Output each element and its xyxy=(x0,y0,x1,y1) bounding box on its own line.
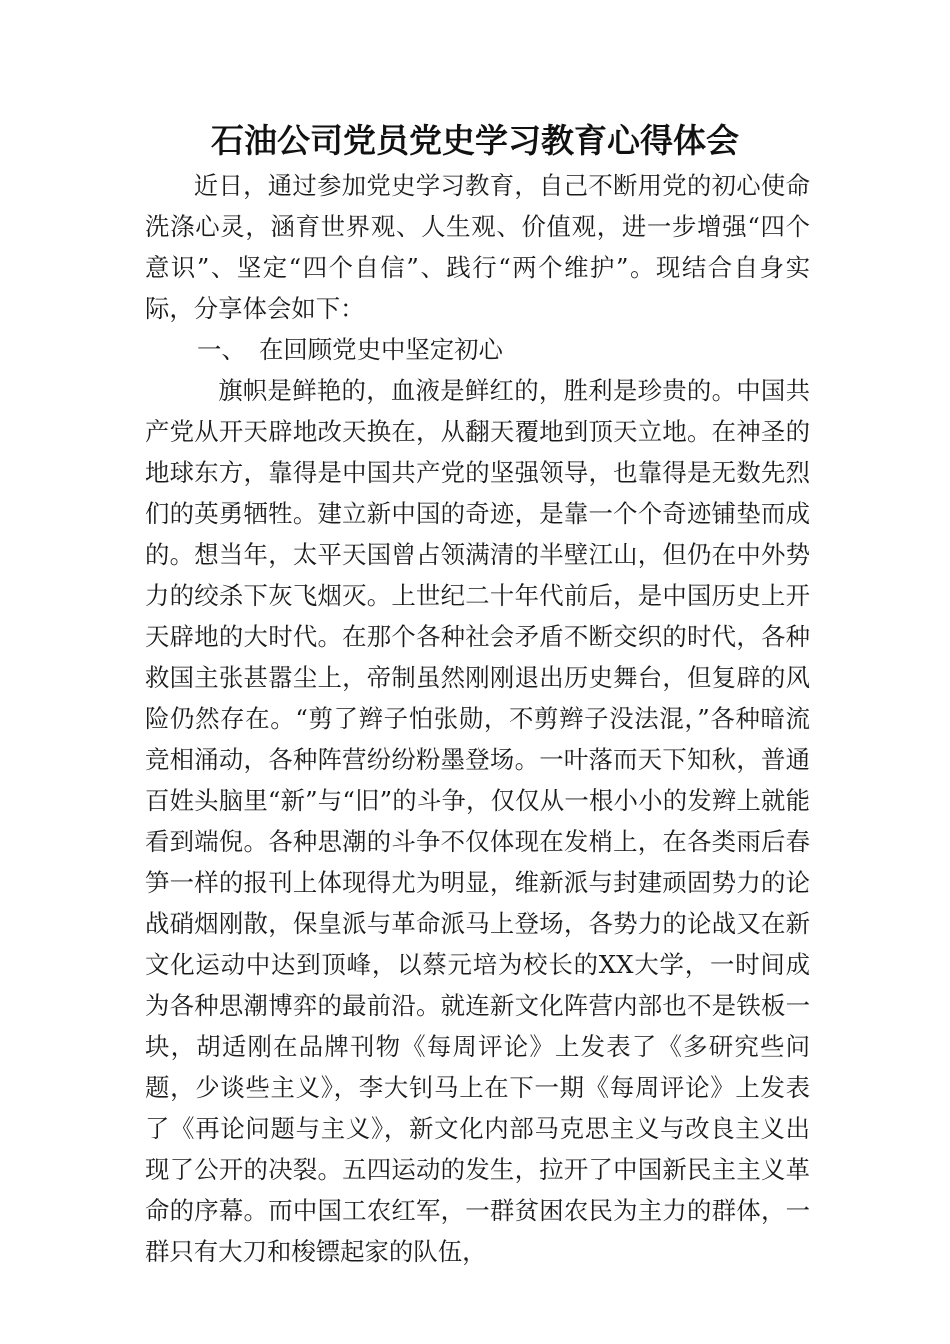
section-heading xyxy=(145,329,810,370)
section-number: 一、 xyxy=(197,335,246,364)
intro-paragraph: 近日，通过参加党史学习教育，自己不断用党的初心使命洗涤心灵，涵育世界观、人生观、价值观，进一步增强“四个意识”、坚定“四个自信”、践行“两个维护”。现结合自身实际，分享体会如下： xyxy=(145,171,810,323)
document-title: 石油公司党员党史学习教育心得体会 xyxy=(211,121,739,160)
section-heading-text: 在回顾党史中坚定初心 xyxy=(259,335,503,364)
document-body xyxy=(145,165,810,1272)
section-paragraph: 旗帜是鲜艳的，血液是鲜红的，胜利是珍贵的。中国共产党从开天辟地改天换在，从翻天覆地到顶天立地。在神圣的地球东方，靠得是中国共产党的坚强领导，也靠得是无数先烈们的英勇牺牲。建立新中国的奇迹，是靠一个个奇迹铺垫而成的。想当年，太平天国曾占领满清的半壁江山，但仍在中外势力的绞杀下灰飞烟灭。上世纪二十年代前后，是中国历史上开天辟地的大时代。在那个各种社会矛盾不断交织的时代，各种救国主张甚嚣尘上，帝制虽然刚刚退出历史舞台，但复辟的风险仍然存在。“剪了辫子怕张勋，不剪辫子没法混，”各种暗流竞相涌动，各种阵营纷纷粉墨登场。一叶落而天下知秋，普通百姓头脑里“新”与“旧”的斗争，仅仅从一根小小的发辫上就能看到端倪。各种思潮的斗争不仅体现在发梢上，在各类雨后春笋一样的报刊上体现得尤为明显，维新派与封建顽固势力的论战硝烟刚散，保皇派与革命派马上登场，各势力的论战又在新文化运动中达到顶峰，以蔡元培为校长的XX大学，一时间成为各种思潮博弈的最前沿。就连新文化阵营内部也不是铁板一块，胡适刚在品牌刊物《每周评论》上发表了《多研究些问题，少谈些主义》，李大钊马上在下一期《每周评论》上发表了《再论问题与主义》，新文化内部马克思主义与改良主义出现了公开的决裂。五四运动的发生，拉开了中国新民主主义革命的序幕。而中国工农红军，一群贫困农民为主力的群体，一群只有大刀和梭镖起家的队伍， xyxy=(145,376,810,1266)
